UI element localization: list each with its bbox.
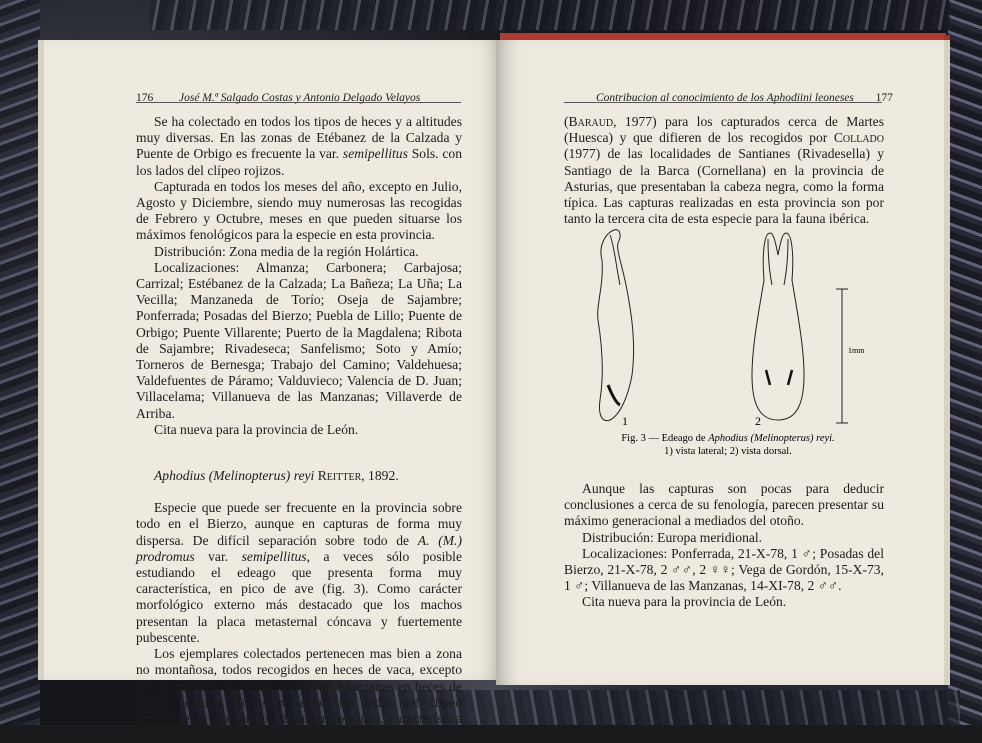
paragraph: Capturada en todos los meses del año, excepto en Julio, Agosto y Diciembre, siendo muy numerosas las recogidas de Febrero y Octubre, meses en que pueden situarse los máximos fenológicos para la especie en esta provincia. bbox=[136, 178, 462, 243]
marbled-edge-right bbox=[948, 0, 982, 725]
aedeagus-drawing bbox=[580, 225, 880, 430]
right-body-top bbox=[564, 114, 884, 227]
caption-line2: 1) vista lateral; 2) vista dorsal. bbox=[664, 446, 792, 457]
caption-species: Aphodius (Melinopterus) reyi. bbox=[708, 433, 835, 444]
species-year: , 1892. bbox=[361, 468, 399, 484]
scale-label: 1mm bbox=[848, 346, 865, 355]
caption-prefix: Fig. 3 — Edeago de bbox=[621, 433, 709, 444]
left-page-number: 176 bbox=[136, 92, 154, 104]
paragraph: Distribución: Zona media de la región Holártica. bbox=[154, 243, 419, 259]
right-body-bottom bbox=[564, 481, 884, 611]
paragraph: Localizaciones: Ponferrada, 21-X-78, 1 ♂; Posadas del Bierzo, 21-X-78, 2 ♂♂, 2 ♀♀; Vega de Gordón, 15-X-73, 1 ♂; Villanueva de las Manzanas, 14-XI-78, 2 ♂♂. bbox=[564, 545, 884, 594]
left-body bbox=[136, 114, 462, 743]
species-name: Aphodius (Melinopterus) reyi bbox=[154, 468, 315, 484]
figure-label-1: 1 bbox=[622, 414, 628, 428]
species-author: Reitter bbox=[317, 468, 362, 484]
marbled-edge-left bbox=[0, 0, 40, 725]
left-header-rule bbox=[136, 102, 461, 103]
species-heading bbox=[136, 468, 462, 484]
paragraph: Cita nueva para la provincia de León. bbox=[582, 594, 787, 610]
right-page-number: 177 bbox=[875, 92, 893, 104]
figure-label-2: 2 bbox=[755, 414, 761, 428]
figure-aedeagus bbox=[580, 225, 880, 430]
figure-caption bbox=[578, 432, 878, 458]
paragraph: Los ejemplares colectados pertenecen mas bien a zona no montañosa, todos recogidos en heces de vaca, excepto dos ejemplares de Villanueva de las Manzanas en heces de ganado equino. Todos presentan los lados del clípeo ampliamente manchados de amarillo-rojizo, característica ya señalada por Pierotti bbox=[136, 646, 462, 743]
paragraph: Distribución: Europa meridional. bbox=[582, 529, 763, 545]
paragraph: Aunque las capturas son pocas para deducir conclusiones a cerca de su fenología, parecen presentar su máximo generacional a mediados del otoño. bbox=[564, 481, 884, 529]
marbled-edge-top bbox=[150, 0, 950, 30]
paragraph: Cita nueva para la provincia de León. bbox=[154, 421, 359, 437]
dorsal-view bbox=[752, 233, 804, 420]
scale-bar bbox=[836, 289, 848, 423]
right-header-rule bbox=[564, 102, 882, 103]
left-running-head: José M.ª Salgado Costas y Antonio Delgado Velayos bbox=[179, 92, 421, 104]
paragraph: Especie que puede ser frecuente en la provincia sobre todo en el Bierzo, aunque en capturas de forma muy dispersa. De difícil separación sobre todo de A. (M.) prodromus var. semipellitus, a veces sólo posible estudiando el edeago que presenta forma muy característica, en pico de ave (fig. 3). Como carácter morfológico externo más destacado que los machos presentan la placa metasternal cóncava y fuertemente pubescente. bbox=[136, 500, 462, 645]
paragraph: Localizaciones: Almanza; Carbonera; Carbajosa; Carrizal; Estébanez de la Calzada; La Bañeza; La Uña; La Vecilla; Manzaneda de Torío; Oseja de Sajambre; Ponferrada; Posadas del Bierzo; Puebla de Lillo; Puente de Orbigo; Puente Villarente; Puerto de la Magdalena; Ribota de Sajambre; Rivadeseca; Sanfelismo; Soto y Amío; Torneros de Bernesga; Trabajo del Camino; Valdehuesa; Valdefuentes de Páramo; Valduvieco; Valencia de D. Juan; Villacelama; Villanueva de las Manzanas; Villaverde de Arriba. bbox=[136, 259, 462, 421]
paragraph: Se ha colectado en todos los tipos de heces y a altitudes muy diversas. En las zonas de Etébanez de la Calzada y Puente de Orbigo es frecuente la var. semipellitus Sols. con los lados del clípeo rojizos. bbox=[136, 114, 463, 178]
left-page bbox=[38, 40, 502, 743]
right-running-head: Contribucion al conocimiento de los Aphodiini leoneses bbox=[596, 92, 854, 104]
lateral-view bbox=[598, 230, 634, 421]
paragraph: (Baraud, 1977) para los capturados cerca de Martes (Huesca) y que difieren de los recogidos por Collado (1977) de las localidades de Santianes (Rivadesella) y Santiago de la Barca (Cornellana) en la provincia de Asturias, que presentaban la cabeza negra, como la forma típica. Las capturas realizadas en esta provincia son por tanto la tercera cita de esta especie para la fauna ibérica. bbox=[564, 114, 884, 227]
